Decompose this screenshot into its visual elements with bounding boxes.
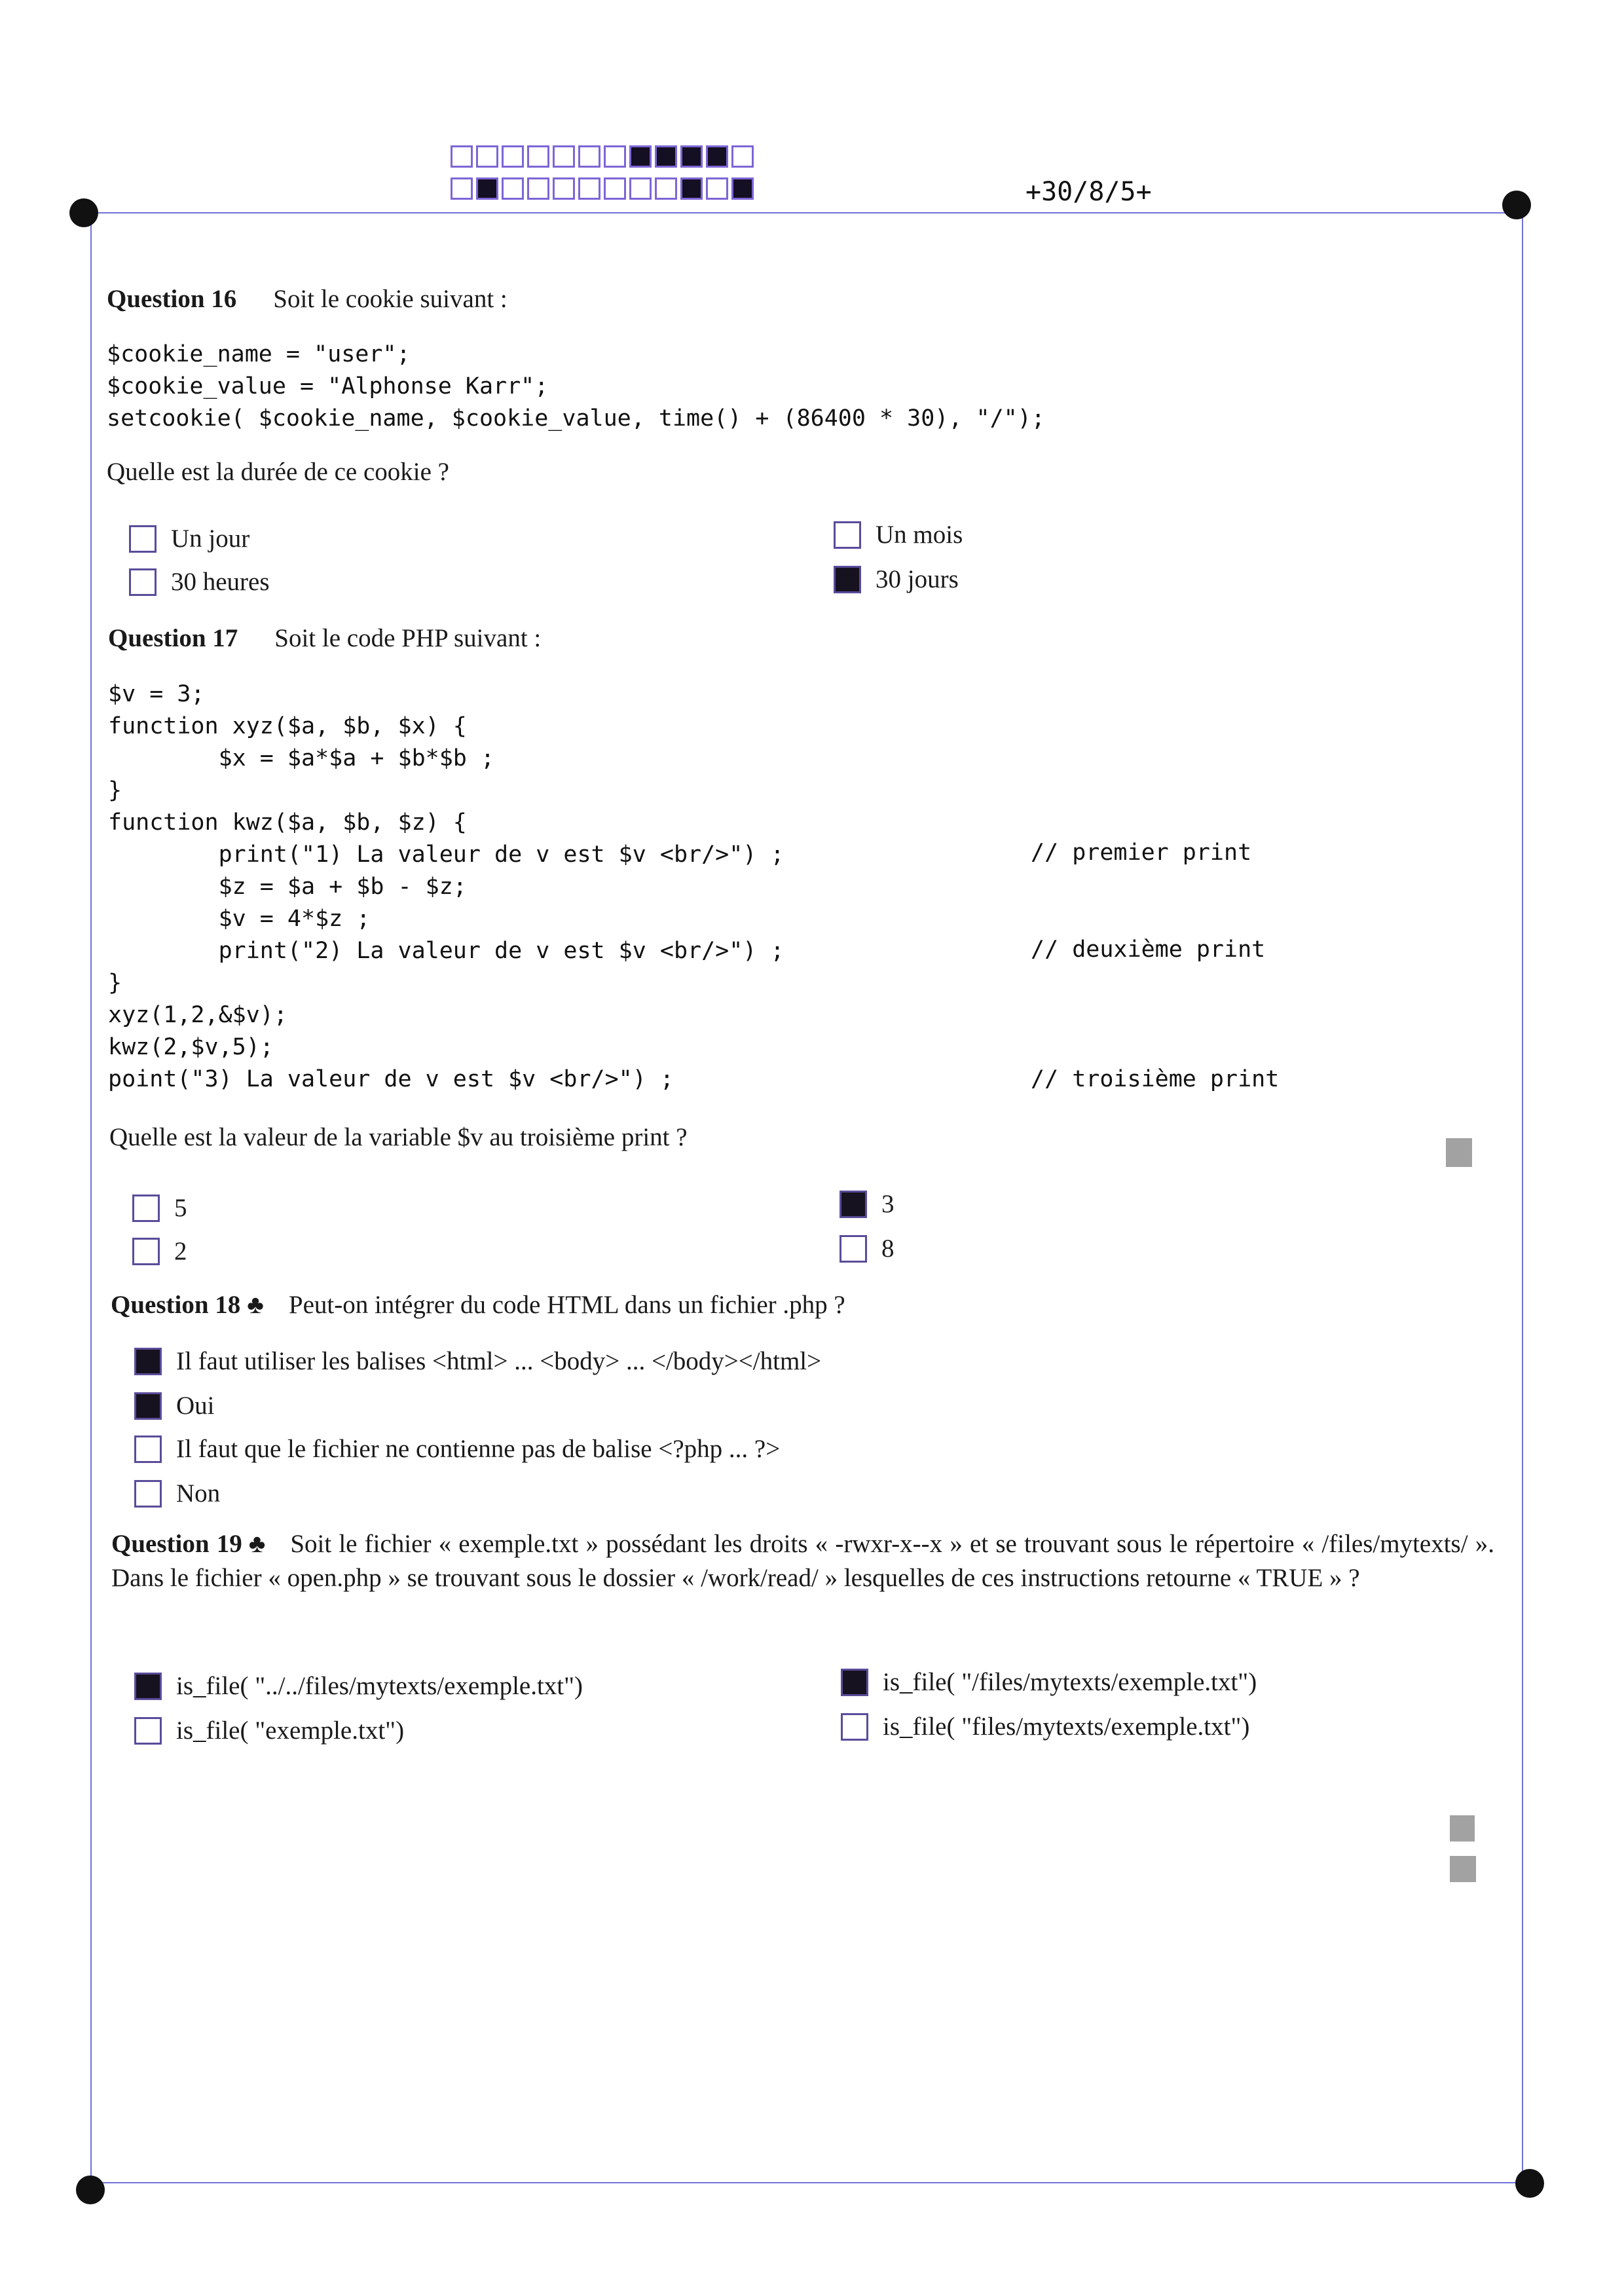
option-label: Il faut utiliser les balises <html> ... <body> ... </body></html>: [176, 1347, 822, 1375]
checkbox[interactable]: [132, 1194, 160, 1222]
option-label: Il faut que le fichier ne contienne pas de balise <?php ... ?>: [176, 1435, 781, 1463]
question-16-code: $cookie_name = "user"; $cookie_value = "Alphonse Karr"; setcookie( $cookie_name, $cookie_value, time() + (86400 * 30), "/");: [107, 341, 1045, 432]
checkbox[interactable]: [134, 1348, 162, 1375]
q16-option-un-jour[interactable]: [129, 524, 249, 553]
id-code-cell: [502, 177, 524, 200]
q17-option-8[interactable]: [840, 1234, 895, 1263]
question-stem: Soit le code PHP suivant :: [274, 624, 542, 652]
q17-option-3[interactable]: [840, 1189, 895, 1219]
comment-deuxieme-print: // deuxième print: [1031, 936, 1266, 963]
id-code-cell: [655, 145, 677, 168]
option-label: 3: [881, 1190, 895, 1218]
id-code-cell: [451, 145, 473, 168]
checkbox[interactable]: [129, 525, 157, 553]
option-label: 30 jours: [876, 565, 959, 593]
corner-marker-bottom-left: [76, 2176, 105, 2204]
corner-marker-bottom-right: [1515, 2169, 1544, 2198]
question-17-header: [108, 623, 541, 653]
checkbox[interactable]: [840, 1235, 867, 1263]
scan-speck: [1450, 1856, 1476, 1882]
id-code-cell: [553, 177, 575, 200]
option-label: Un mois: [876, 521, 963, 549]
id-code-cell: [629, 177, 652, 200]
comment-troisieme-print: // troisième print: [1031, 1066, 1280, 1092]
q18-option-non[interactable]: [134, 1479, 220, 1508]
checkbox[interactable]: [134, 1392, 162, 1420]
option-label: 30 heures: [171, 568, 270, 596]
corner-marker-top-right: [1502, 191, 1531, 219]
option-label: 5: [174, 1194, 187, 1222]
question-stem: Peut-on intégrer du code HTML dans un fichier .php ?: [288, 1291, 845, 1319]
q19-option-files-relative[interactable]: [841, 1712, 1249, 1741]
scan-speck: [1450, 1815, 1475, 1842]
id-code-cell: [680, 177, 703, 200]
corner-marker-top-left: [69, 198, 98, 227]
q18-option-balises[interactable]: [134, 1346, 821, 1376]
q16-option-30-jours[interactable]: [834, 565, 959, 594]
option-label: is_file( "files/mytexts/exemple.txt"): [883, 1713, 1250, 1741]
q19-option-relative-parent[interactable]: [134, 1671, 583, 1701]
id-code-cell: [731, 177, 754, 200]
checkbox[interactable]: [129, 568, 157, 596]
q17-option-5[interactable]: [132, 1193, 187, 1223]
option-label: Un jour: [171, 525, 250, 553]
option-label: 8: [881, 1234, 895, 1263]
question-17-code: $v = 3; function xyz($a, $b, $x) { $x = $a*$a + $b*$b ; } function kwz($a, $b, $z) { print("1) La valeur de v est $v <br/>") ; $z = $a + $b - $z; $v = 4*$z ; print("2) La valeur de v est $v <br/>") ; } xyz(1,2,&$v); kwz(2,$v,5); point("3) La valeur de v est $v <br/>") ;: [108, 681, 784, 1092]
id-code-cell: [604, 145, 626, 168]
question-number: Question 18: [111, 1291, 241, 1319]
checkbox[interactable]: [840, 1191, 867, 1218]
id-code-cell: [502, 145, 524, 168]
checkbox[interactable]: [134, 1673, 162, 1700]
q16-option-un-mois[interactable]: [834, 520, 963, 549]
q19-option-absolute[interactable]: [841, 1667, 1257, 1697]
question-stem: Soit le fichier « exemple.txt » possédant les droits « -rwxr-x--x » et se trouvant sous le répertoire « /files/mytexts/ ». Dans le fichier « open.php » se trouvant sous le dossier « /work/read/ » lesquelles de ces instructions retourne « TRUE » ?: [111, 1530, 1494, 1592]
id-code-cell: [553, 145, 575, 168]
checkbox[interactable]: [132, 1238, 160, 1265]
id-code-cell: [706, 145, 728, 168]
q17-option-2[interactable]: [132, 1236, 187, 1266]
scan-speck: [1446, 1138, 1472, 1167]
q18-option-oui[interactable]: [134, 1391, 215, 1420]
page-id: +30/8/5+: [1025, 177, 1152, 207]
question-19-header: [111, 1527, 1494, 1595]
id-code-cell: [451, 177, 473, 200]
id-code-cell: [527, 177, 549, 200]
checkbox[interactable]: [134, 1480, 162, 1508]
id-code-cell: [578, 177, 600, 200]
id-code-row-2: [451, 177, 757, 200]
option-label: 2: [174, 1237, 187, 1265]
checkbox[interactable]: [841, 1669, 868, 1696]
comment-premier-print: // premier print: [1031, 840, 1252, 866]
checkbox[interactable]: [834, 521, 861, 549]
q16-option-30-heures[interactable]: [129, 567, 270, 597]
id-code-cell: [578, 145, 600, 168]
checkbox[interactable]: [134, 1717, 162, 1745]
page-frame: [90, 212, 1523, 2183]
id-code-row-1: [451, 145, 757, 168]
question-16-header: [107, 284, 507, 314]
id-code-cell: [604, 177, 626, 200]
option-label: is_file( "../../files/mytexts/exemple.txt"): [176, 1672, 583, 1700]
id-code-cell: [629, 145, 652, 168]
id-code-cell: [527, 145, 549, 168]
id-code-cell: [680, 145, 703, 168]
id-code-cell: [706, 177, 728, 200]
id-code-cell: [476, 177, 498, 200]
question-number: Question 16: [107, 285, 237, 313]
question-number: Question 17: [108, 624, 238, 652]
checkbox[interactable]: [841, 1713, 868, 1741]
q18-option-pas-de-balise[interactable]: [134, 1434, 780, 1464]
id-code-cell: [731, 145, 754, 168]
club-icon: ♣: [247, 1291, 264, 1319]
question-16-prompt: Quelle est la durée de ce cookie ?: [107, 458, 449, 486]
option-label: Non: [176, 1479, 221, 1508]
option-label: is_file( "/files/mytexts/exemple.txt"): [883, 1668, 1257, 1696]
question-18-header: [111, 1290, 845, 1320]
checkbox[interactable]: [134, 1435, 162, 1463]
checkbox[interactable]: [834, 566, 861, 593]
question-17-prompt: Quelle est la valeur de la variable $v au troisième print ?: [109, 1123, 688, 1151]
id-code-cell: [655, 177, 677, 200]
option-label: is_file( "exemple.txt"): [176, 1716, 405, 1745]
question-number: Question 19: [111, 1530, 242, 1558]
option-label: Oui: [176, 1392, 215, 1420]
id-code-cell: [476, 145, 498, 168]
club-icon: ♣: [248, 1530, 266, 1558]
q19-option-exemple[interactable]: [134, 1716, 404, 1745]
question-stem: Soit le cookie suivant :: [273, 285, 507, 313]
